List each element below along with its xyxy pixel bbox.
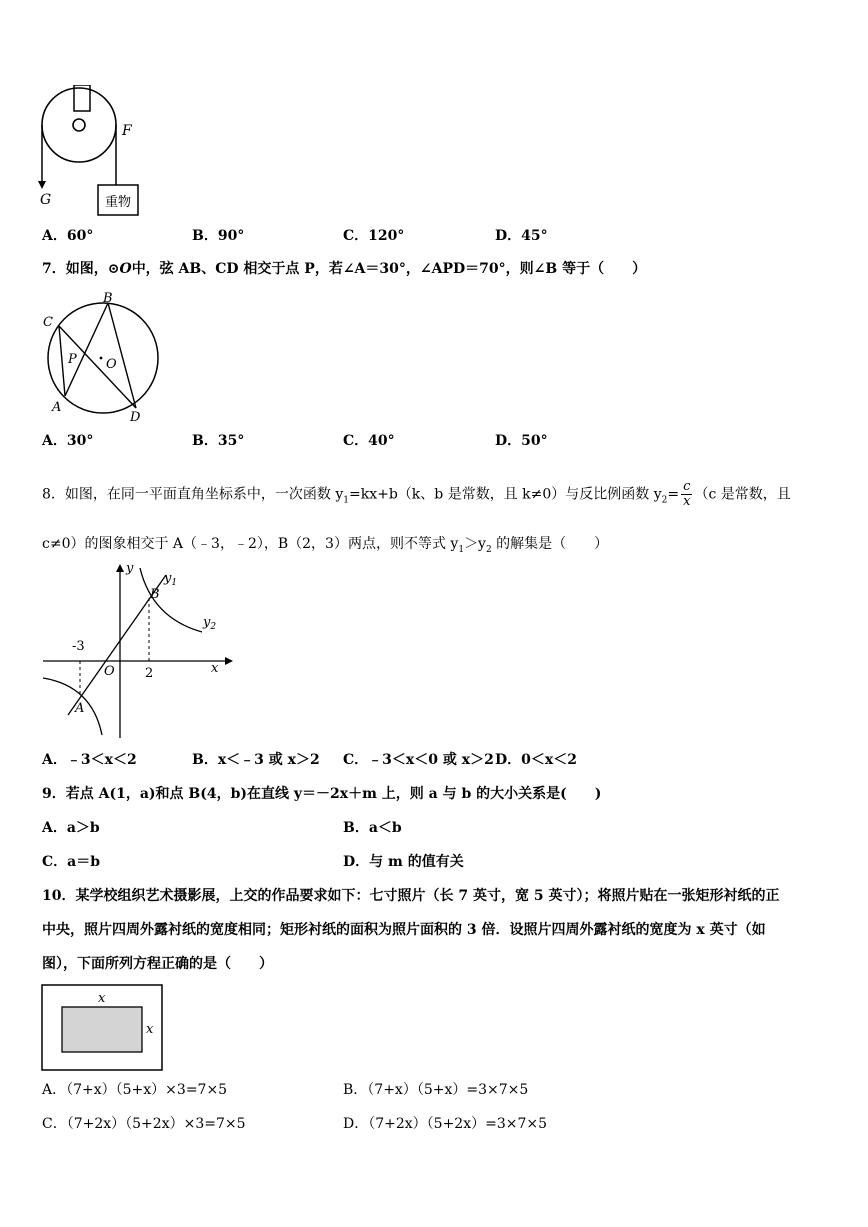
point-b-label: B	[150, 587, 160, 602]
q10-option-a[interactable]: A．（7+x）（5+x）×3=7×5	[42, 1082, 228, 1098]
x-right-label: x	[146, 1022, 154, 1037]
tick-2: 2	[145, 666, 154, 681]
q6-option-d[interactable]: D．45°	[495, 228, 548, 244]
q6-option-b[interactable]: B．90°	[192, 228, 245, 244]
q8-sub-2: 2	[661, 495, 668, 506]
label-p: P	[68, 352, 77, 367]
label-a: A	[52, 400, 62, 415]
q8-option-d[interactable]: D．0＜x＜2	[495, 752, 577, 768]
tick-neg3: -3	[72, 639, 85, 654]
q8-text-f: （c 是常数，且	[694, 486, 791, 503]
q8-sub-1: 1	[343, 495, 349, 506]
q8-text-2c: ＞y	[464, 536, 486, 552]
q10-option-b[interactable]: B．（7+x）（5+x）=3×7×5	[343, 1082, 529, 1098]
q10-stem-line1: 10．某学校组织艺术摄影展，上交的作品要求如下：七寸照片（长 7 英寸，宽 5 英寸）；将照片贴在一张矩形衬纸的正	[42, 888, 780, 904]
q8-sub-4: 2	[485, 544, 492, 555]
q8-stem-line1	[42, 480, 791, 510]
q9-option-a[interactable]: A．a＞b	[42, 820, 100, 836]
function-graph	[40, 560, 240, 740]
q8-stem-line2	[42, 534, 608, 560]
axis-y-label: y	[126, 561, 134, 576]
axis-x-label: x	[211, 661, 219, 676]
q8-text-c: =kx+b（k、b 是常数，且 k≠0）与反比例函数 y	[349, 486, 662, 503]
q9-stem: 9．若点 A(1，a)和点 B(4，b)在直线 y＝－2x＋m 上，则 a 与 b 的大小关系是( )	[42, 786, 602, 802]
q10-stem-line2: 中央，照片四周外露衬纸的宽度相同；矩形衬纸的面积为照片面积的 3 倍．设照片四周外露衬纸的宽度为 x 英寸（如	[42, 922, 766, 938]
q7-stem-part1: 7．如图，	[42, 261, 108, 277]
q9-option-b[interactable]: B．a＜b	[343, 820, 402, 836]
q10-option-d[interactable]: D．（7+2x）（5+2x）=3×7×5	[343, 1116, 548, 1132]
photo-frame-figure	[40, 983, 166, 1073]
q8-option-c[interactable]: C．﹣3＜x＜0 或 x＞2	[343, 752, 494, 768]
q10-stem-line3: 图），下面所列方程正确的是（ ）	[42, 956, 273, 972]
q8-text-e: =	[667, 486, 680, 503]
q8-text-a: 8．如图，在同一平面直角坐标系中，一次函数 y	[42, 486, 344, 503]
q7-option-b[interactable]: B．35°	[192, 433, 245, 449]
circle-symbol: ⊙O	[107, 261, 132, 277]
curve-y1-label: $y_1$	[164, 571, 178, 588]
q10-option-c[interactable]: C．（7+2x）（5+2x）×3=7×5	[42, 1116, 246, 1132]
label-c: C	[43, 315, 53, 330]
q7-option-a[interactable]: A．30°	[42, 433, 94, 449]
q8-text-2a: c≠0）的图象相交于 A（﹣3，﹣2），B（2，3）两点，则不等式 y	[42, 536, 459, 552]
x-top-label: x	[98, 991, 106, 1006]
q7-option-d[interactable]: D．50°	[495, 433, 548, 449]
q7-option-c[interactable]: C．40°	[343, 433, 395, 449]
q8-option-a[interactable]: A．﹣3＜x＜2	[42, 752, 137, 768]
label-o: O	[106, 357, 117, 372]
pulley-figure	[36, 85, 146, 220]
gravity-label: G	[40, 192, 52, 208]
curve-y2-label: $y_2$	[203, 615, 217, 632]
q7-stem	[42, 259, 646, 279]
fraction-denominator: x	[683, 494, 691, 509]
fraction-c-over-x	[681, 480, 692, 509]
fraction-numerator: c	[681, 480, 692, 495]
origin-label: O	[104, 664, 115, 679]
q6-option-c[interactable]: C．120°	[343, 228, 405, 244]
q8-text-2e: 的解集是（ ）	[491, 536, 609, 552]
q8-sub-3: 1	[458, 544, 465, 555]
point-a-label: A	[75, 701, 85, 716]
q6-option-a[interactable]: A．60°	[42, 228, 94, 244]
box-label: 重物	[104, 195, 132, 210]
q9-option-d[interactable]: D．与 m 的值有关	[343, 854, 464, 870]
q9-option-c[interactable]: C．a＝b	[42, 854, 101, 870]
q7-stem-part2: 中，弦 AB、CD 相交于点 P，若∠A＝30°，∠APD＝70°，则∠B 等于（ ）	[131, 261, 647, 277]
q8-option-b[interactable]: B．x＜﹣3 或 x＞2	[192, 752, 320, 768]
force-label: F	[122, 123, 132, 139]
label-d: D	[130, 410, 141, 423]
label-b: B	[103, 291, 113, 306]
circle-figure	[40, 288, 170, 423]
